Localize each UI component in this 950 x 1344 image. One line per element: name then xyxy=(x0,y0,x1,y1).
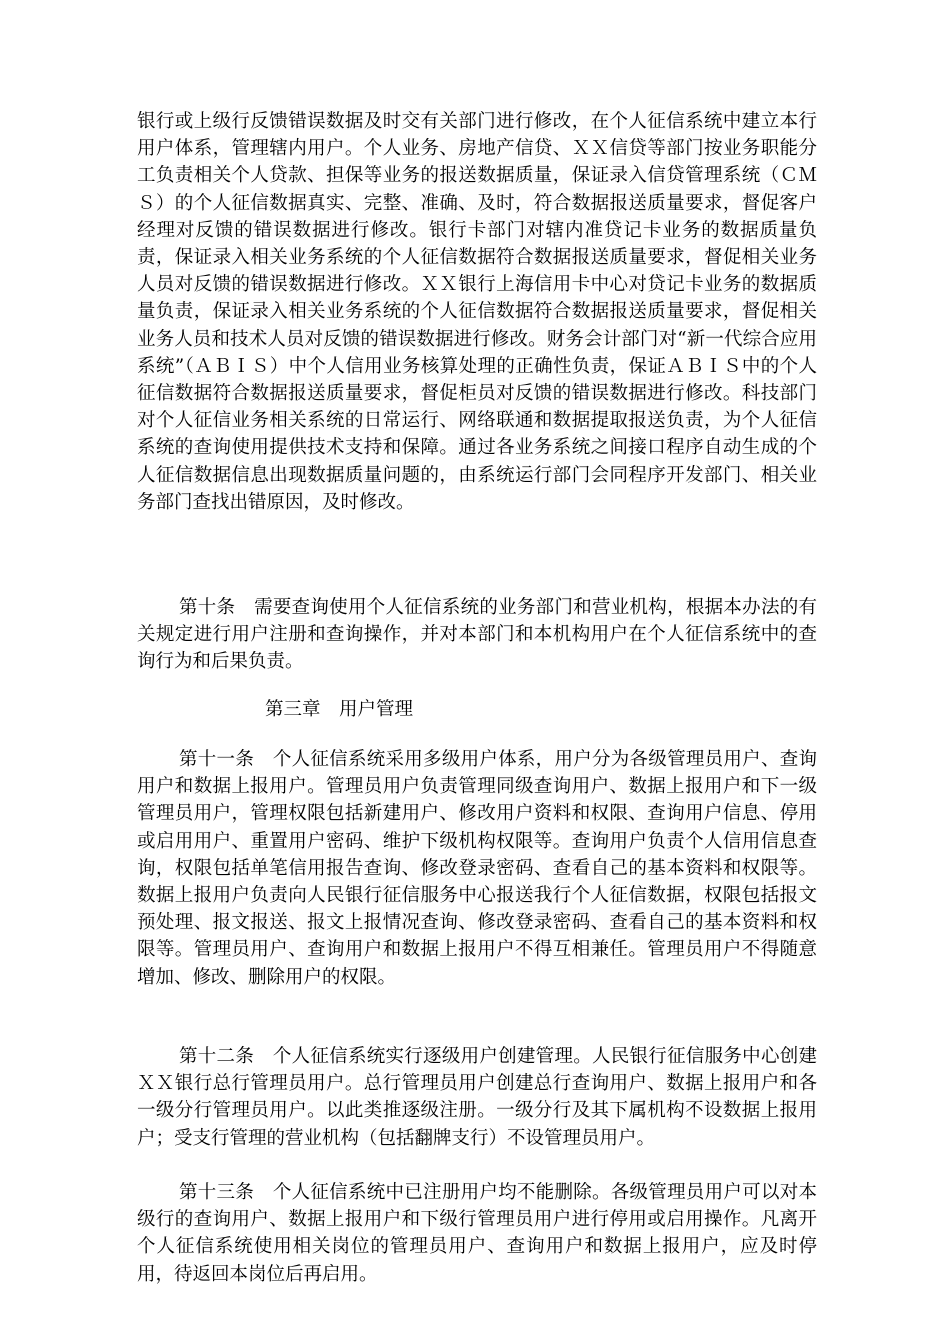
paragraph-article-11: 第十一条 个人征信系统采用多级用户体系，用户分为各级管理员用户、查询用户和数据上报用户。管理员用户负责管理同级查询用户、数据上报用户和下一级管理员用户，管理权限包括新建用户、修改用户资料和权限、查询用户信息、停用或启用用户、重置用户密码、维护下级机构权限等。查询用户负责个人信用信息查询，权限包括单笔信用报告查询、修改登录密码、查看自己的基本资料和权限等。数据上报用户负责向人民银行征信服务中心报送我行个人征信数据，权限包括报文预处理、报文报送、报文上报情况查询、修改登录密码、查看自己的基本资料和权限等。管理员用户、查询用户和数据上报用户不得互相兼任。管理员用户不得随意增加、修改、删除用户的权限。 xyxy=(137,749,817,988)
paragraph-article-13: 第十三条 个人征信系统中已注册用户均不能删除。各级管理员用户可以对本级行的查询用户、数据上报用户和下级行管理员用户进行停用或启用操作。凡离开个人征信系统使用相关岗位的管理员用户、查询用户和数据上报用户，应及时停用，待返回本岗位后再启用。 xyxy=(137,1182,817,1285)
paragraph-article-10: 第十条 需要查询使用个人征信系统的业务部门和营业机构，根据本办法的有关规定进行用户注册和查询操作，并对本部门和本机构用户在个人征信系统中的查询行为和后果负责。 xyxy=(137,597,817,673)
paragraph-article-12: 第十二条 个人征信系统实行逐级用户创建管理。人民银行征信服务中心创建ＸＸ银行总行管理员用户。总行管理员用户创建总行查询用户、数据上报用户和各一级分行管理员用户。以此类推逐级注册。一级分行及其下属机构不设数据上报用户；受支行管理的营业机构（包括翻牌支行）不设管理员用户。 xyxy=(137,1046,817,1149)
chapter-heading: 第三章 用户管理 xyxy=(265,699,414,720)
paragraph-continuation: 银行或上级行反馈错误数据及时交有关部门进行修改，在个人征信系统中建立本行用户体系，管理辖内用户。个人业务、房地产信贷、ＸＸ信贷等部门按业务职能分工负责相关个人贷款、担保等业务的报送数据质量，保证录入信贷管理系统（ＣＭＳ）的个人征信数据真实、完整、准确、及时，符合数据报送质量要求，督促客户经理对反馈的错误数据进行修改。银行卡部门对辖内准贷记卡业务的数据质量负责，保证录入相关业务系统的个人征信数据符合数据报送质量要求，督促相关业务人员对反馈的错误数据进行修改。ＸＸ银行上海信用卡中心对贷记卡业务的数据质量负责，保证录入相关业务系统的个人征信数据符合数据报送质量要求，督促相关业务人员和技术人员对反馈的错误数据进行修改。财务会计部门对“新一代综合应用系统”（ＡＢＩＳ）中个人信用业务核算处理的正确性负责，保证ＡＢＩＳ中的个人征信数据符合数据报送质量要求，督促柜员对反馈的错误数据进行修改。科技部门对个人征信业务相关系统的日常运行、网络联通和数据提取报送负责，为个人征信系统的查询使用提供技术支持和保障。通过各业务系统之间接口程序自动生成的个人征信数据信息出现数据质量问题的，由系统运行部门会同程序开发部门、相关业务部门查找出错原因，及时修改。 xyxy=(137,111,817,513)
